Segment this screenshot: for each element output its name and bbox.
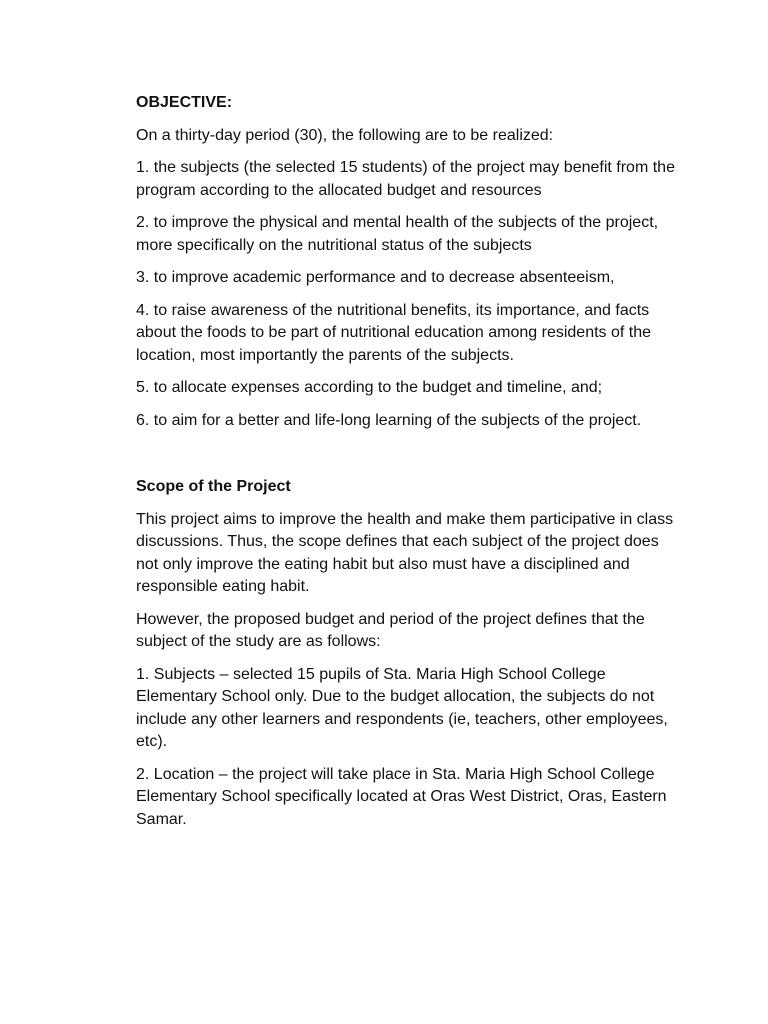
- objective-heading: OBJECTIVE:: [136, 94, 233, 111]
- section-spacer: [136, 442, 684, 476]
- objective-item-2: 2. to improve the physical and mental health of the subjects of the project, more specifically on the nutritional status of the subjects: [136, 214, 659, 254]
- scope-item-2: 2. Location – the project will take place in Sta. Maria High School College Elementary School specifically located at Oras West District, Oras, Eastern Samar.: [136, 765, 667, 828]
- scope-item-1: 1. Subjects – selected 15 pupils of Sta. Maria High School College Elementary School only. Due to the budget allocation, the subjects do not include any other learners and respondents (ie, teachers, other employees, etc).: [136, 665, 668, 750]
- scope-paragraph-2: However, the proposed budget and period of the project defines that the subject of the study are as follows:: [136, 610, 645, 650]
- scope-heading: Scope of the Project: [136, 478, 291, 495]
- objective-item-5: 5. to allocate expenses according to the budget and timeline, and;: [136, 379, 603, 396]
- objective-item-3: 3. to improve academic performance and to decrease absenteeism,: [136, 269, 615, 286]
- objective-item-1: 1. the subjects (the selected 15 students) of the project may benefit from the program according to the allocated budget and resources: [136, 159, 675, 199]
- objective-intro: On a thirty-day period (30), the following are to be realized:: [136, 126, 554, 144]
- document-page: [136, 92, 684, 841]
- scope-paragraph-1: This project aims to improve the health and make them participative in class discussions. Thus, the scope defines that each subject of the project does not only improve the eating habit but also must have a disciplined and responsible eating habit.: [136, 510, 674, 595]
- objective-item-6: 6. to aim for a better and life-long learning of the subjects of the project.: [136, 411, 642, 429]
- objective-item-4: 4. to raise awareness of the nutritional benefits, its importance, and facts about the foods to be part of nutritional education among residents of the location, most importantly the parents of the subjects.: [136, 301, 652, 364]
